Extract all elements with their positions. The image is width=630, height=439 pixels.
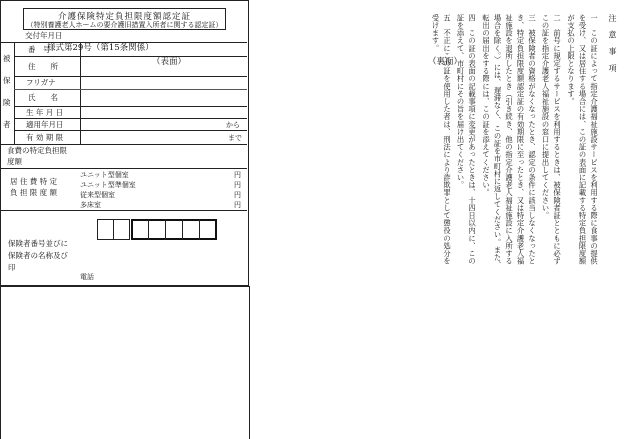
insurer-number-group xyxy=(131,219,217,240)
issue-date-label: 交付年月日 xyxy=(25,31,63,40)
card-title: 介護保険特定負担限度額認定証 xyxy=(57,12,191,22)
title-box xyxy=(23,8,226,30)
residence-limit-label-2: 負 担 限 度 額 xyxy=(10,188,58,197)
room-type-unit-semi-private: ユニット型準個室 xyxy=(80,181,136,189)
name-label: 氏 名 xyxy=(28,93,58,102)
card-subtitle: （特別養護老人ホームの要介護旧措置入所者に関する認定証） xyxy=(26,21,223,29)
address-label: 住 所 xyxy=(28,62,58,71)
yen-unit-1: 円 xyxy=(234,171,241,179)
yen-unit-4: 円 xyxy=(234,201,241,209)
front-card xyxy=(0,0,249,286)
back-side-label: （裏面） xyxy=(428,57,463,67)
valid-until-label: 有 効 期 限 xyxy=(26,133,64,142)
insurer-number-box-2 xyxy=(113,219,130,240)
to-label: まで xyxy=(228,134,242,142)
furigana-label: フリガナ xyxy=(26,78,56,87)
phone-label: 電話 xyxy=(80,273,94,281)
insured-label-4: 者 xyxy=(3,120,11,129)
food-limit-label: 食費の特定負担限度額 xyxy=(7,146,67,166)
insured-label-2: 保 xyxy=(3,76,11,85)
note-2: 二 前号に規定するサービスを利用するときは、被保険者証とともに必ずこの証を指定介護老人福祉施設の窓口に提出してください。 xyxy=(541,14,562,265)
birth-date-label: 生 年 月 日 xyxy=(26,108,64,117)
yen-unit-2: 円 xyxy=(234,181,241,189)
residence-limit-label-1: 居 住 費 特 定 xyxy=(10,177,58,186)
front-side-label: （表面） xyxy=(152,57,187,67)
insurer-label: 保険者番号並びに保険者の名称及び印 xyxy=(8,239,68,272)
insurer-number-box-1 xyxy=(97,219,114,240)
insured-label-3: 険 xyxy=(3,98,11,107)
room-type-unit-private: ユニット型個室 xyxy=(80,171,129,179)
note-1: 一 この証によって指定介護福祉施設サービスを利用する際に食事の提供を受け、又は居住する場合には、この証の表面に記載する特定負担限度額が支払の上限となります。 xyxy=(567,14,599,265)
yen-unit-3: 円 xyxy=(234,191,241,199)
room-type-multi-bed: 多床室 xyxy=(80,201,101,209)
insured-label-1: 被 xyxy=(3,54,11,63)
note-5: 五 不正にこの証を使用した者は、刑法により詐欺罪として懲役の処分を受けます。 xyxy=(431,14,452,265)
from-label: から xyxy=(226,121,240,129)
form-number: 様式第29号（第15条関係） xyxy=(47,43,154,53)
room-type-conventional-private: 従来型個室 xyxy=(80,191,115,199)
number-label: 番 号 xyxy=(28,45,51,54)
note-3: 三 被保険者の資格がなくなったとき、認定の条件に該当しなくなったとき、特定負担限度額認定証の有効期限に至ったとき、又は特定介護老人福祉施設を退所したとき（引き続き、他の指定介護老人福祉施設に入所する場合を除く。）には、遅滞なく、この証を市町村に返してください。また、転出の届出をする際には、この証を添えてください。 xyxy=(482,14,537,269)
notes-title: 注 意 事 項 xyxy=(608,14,617,73)
applicable-date-label: 適用年月日 xyxy=(26,120,64,129)
note-4: 四 この証の表面の記載事項に変更があったときは、十四日以内に、この証を添えて、市町村にその旨を届け出てください。 xyxy=(456,14,477,265)
